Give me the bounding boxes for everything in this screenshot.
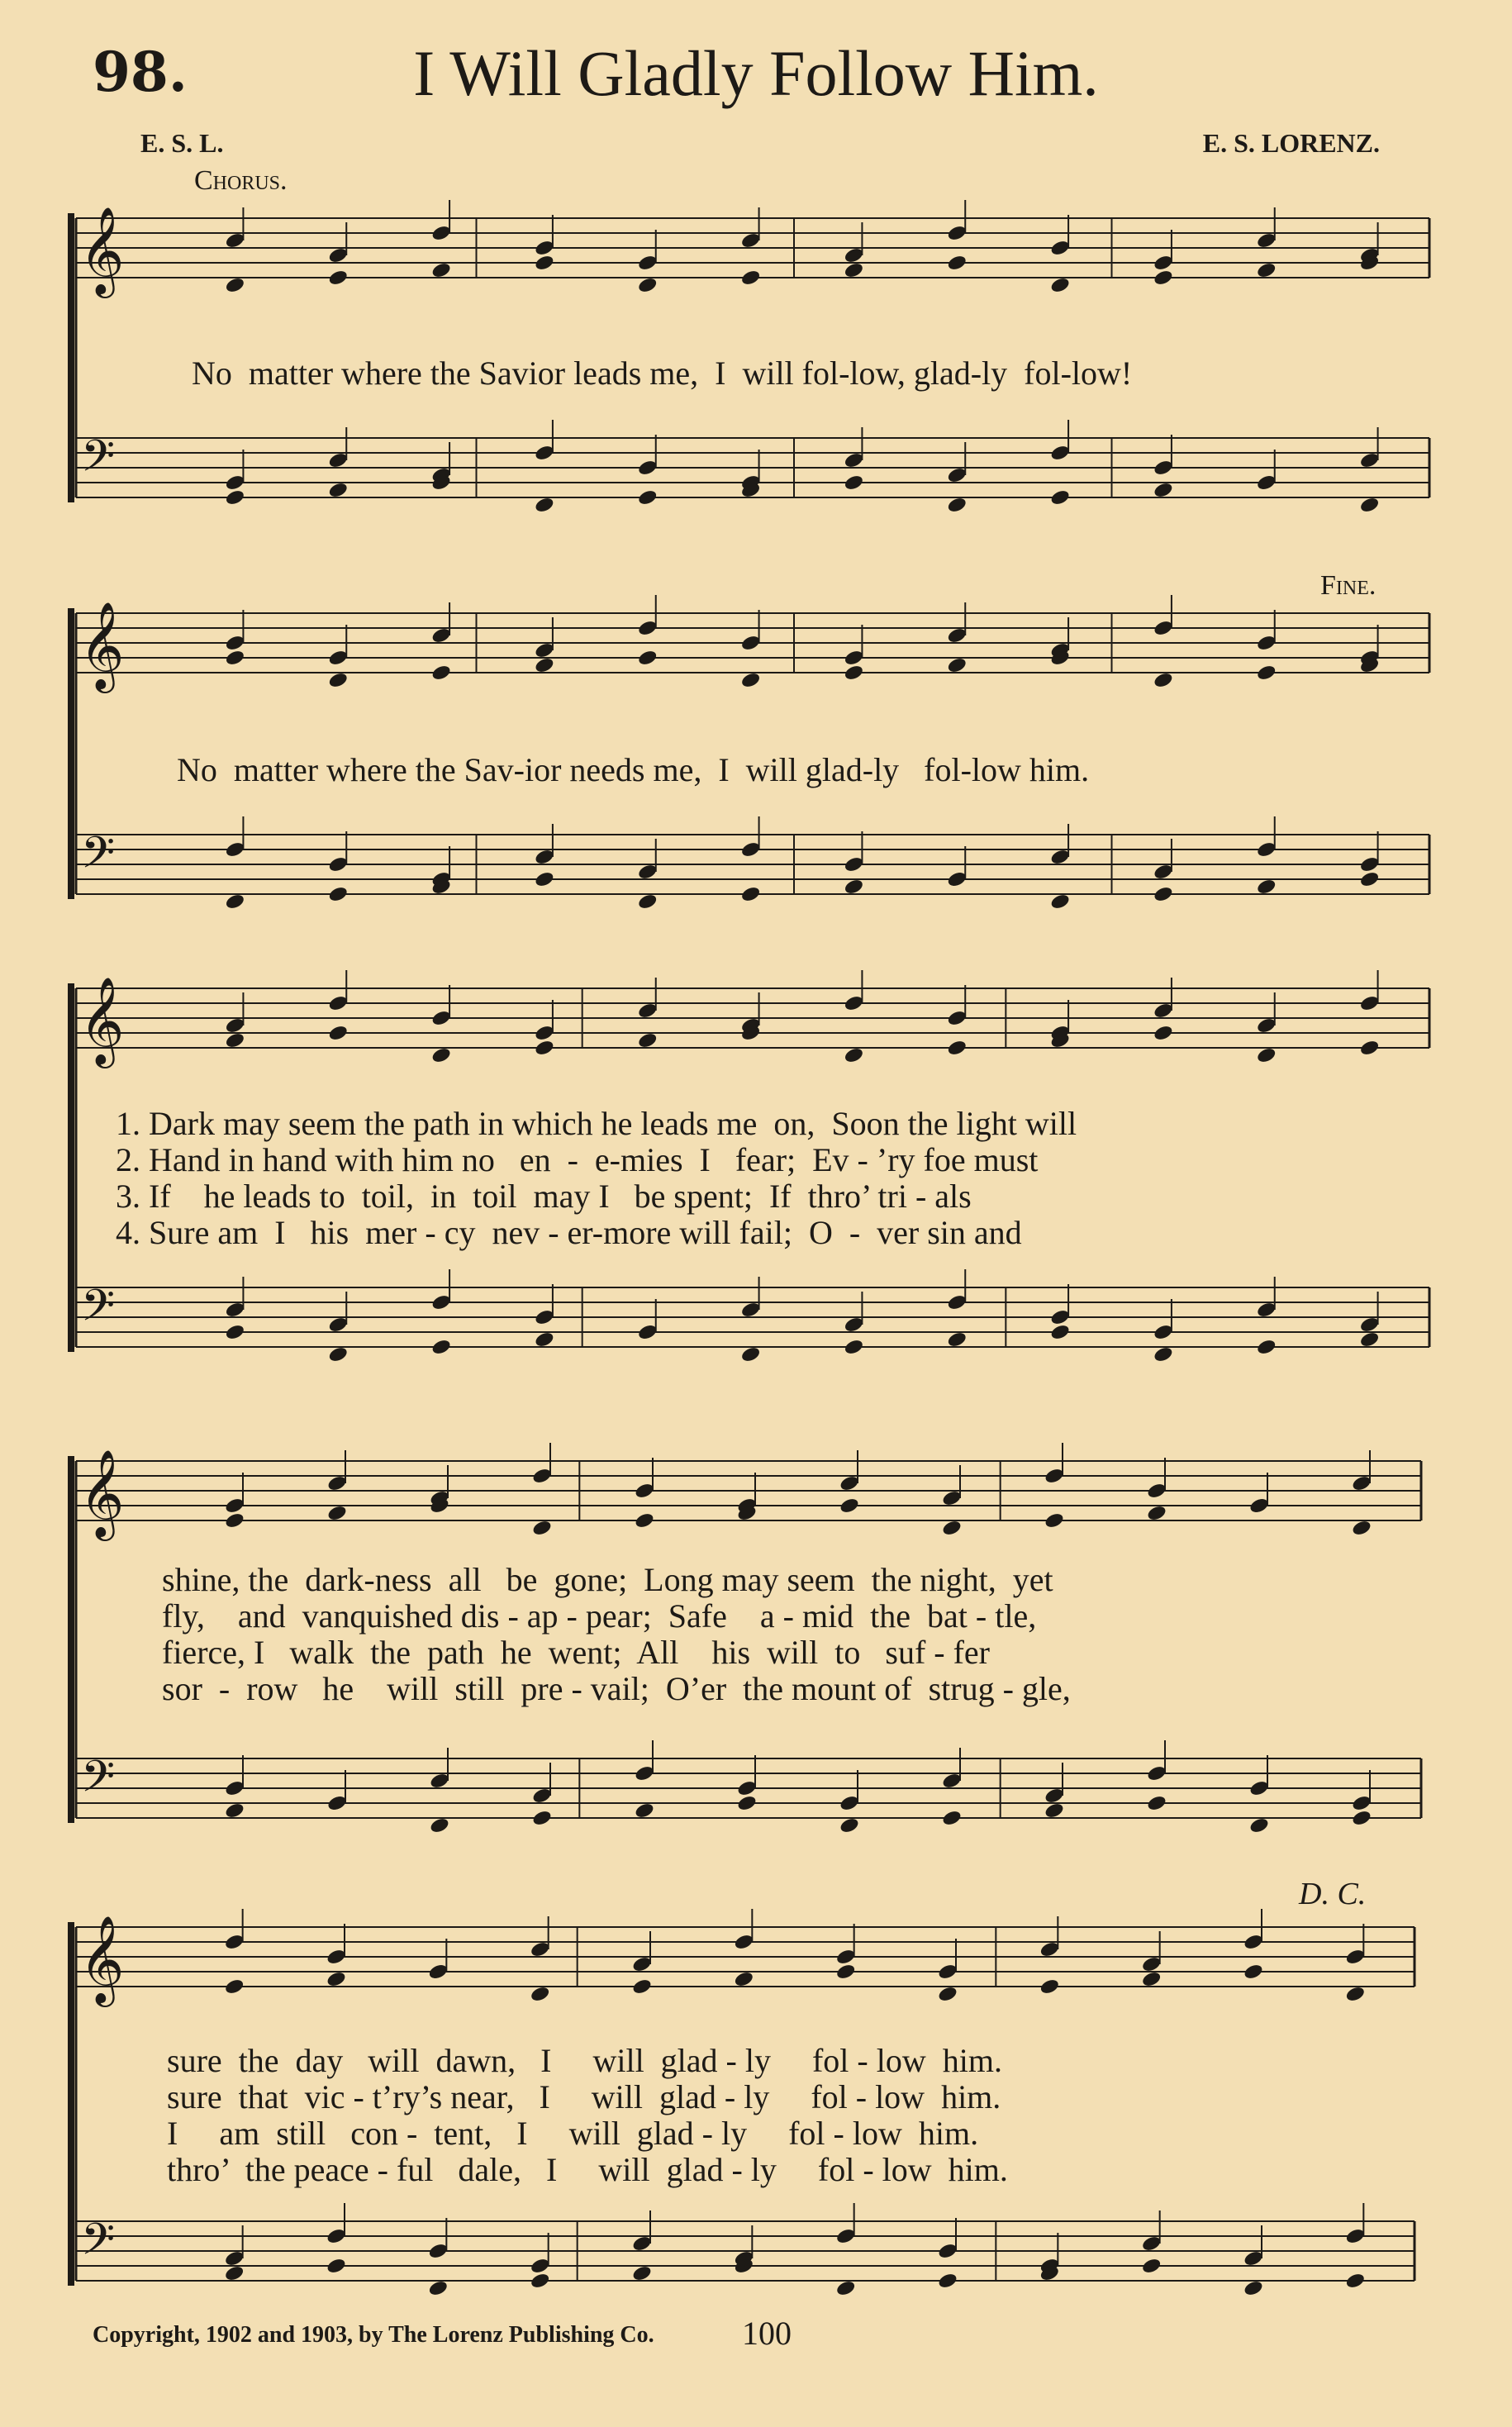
note-head (740, 1345, 762, 1363)
system-brace (68, 608, 74, 899)
note-head (224, 649, 245, 667)
note-head (1049, 1323, 1071, 1341)
treble-clef-icon: 𝄞 (79, 976, 125, 1064)
note-head (634, 1801, 655, 1820)
note-head (1049, 892, 1071, 911)
hymn-number: 98. (93, 40, 188, 104)
verse-lyric-s5-2: sure that vic - t’ry’s near, I will glad - ly fol - low him. (167, 2078, 1001, 2115)
note-head (1039, 1977, 1060, 1996)
treble-clef-icon: 𝄞 (79, 1915, 125, 2003)
verse-lyric-s4-1: shine, the dark-ness all be gone; Long may seem the night, yet (162, 1561, 1053, 1598)
music-composer: E. S. LORENZ. (1202, 128, 1380, 158)
note-head (1153, 885, 1174, 903)
note-head (1359, 496, 1381, 514)
verse-lyric-s3-1: 1. Dark may seem the path in which he leads me on, Soon the light will (116, 1105, 1077, 1142)
note-head (430, 664, 452, 682)
bass-clef-icon: 𝄢 (81, 1752, 116, 1813)
note-head (1153, 481, 1174, 499)
note-head (1153, 269, 1174, 287)
note-head (1359, 1330, 1381, 1349)
note-head (1146, 1794, 1167, 1812)
note-head (740, 885, 762, 903)
note-head (1146, 1504, 1167, 1522)
note-head (531, 1809, 553, 1827)
note-head (835, 2279, 857, 2297)
note-head (224, 1977, 245, 1996)
copyright-notice: Copyright, 1902 and 1903, by The Lorenz Publishing Co. (93, 2322, 654, 2348)
note-head (224, 1031, 245, 1049)
verse-lyric-s3-3: 3. If he leads to toil, in toil may I be spent; If thro’ tri - als (116, 1178, 972, 1215)
note-head (1344, 2272, 1366, 2290)
note-head (327, 671, 349, 689)
note-head (637, 276, 659, 294)
bass-clef-icon: 𝄢 (81, 828, 116, 889)
page-number: 100 (742, 2315, 792, 2352)
bass-clef-icon: 𝄢 (81, 1281, 116, 1342)
note-head (1248, 1816, 1270, 1835)
note-head (1256, 1046, 1277, 1064)
note-head (224, 892, 245, 911)
note-head (937, 2272, 958, 2290)
note-head (1153, 1345, 1174, 1363)
note-head (946, 656, 968, 674)
note-head (534, 254, 555, 272)
note-head (1153, 671, 1174, 689)
system-brace (68, 1456, 74, 1823)
note-head (530, 1985, 551, 2003)
note-head (835, 1963, 857, 1981)
note-head (327, 269, 349, 287)
note-head (1351, 1519, 1372, 1537)
verse-lyric-s4-4: sor - row he will still pre - vail; O’er the mount of strug - gle, (162, 1670, 1071, 1707)
note-head (1359, 1039, 1381, 1057)
note-head (634, 1511, 655, 1530)
note-head (843, 474, 864, 492)
note-head (326, 1970, 347, 1988)
verse-lyric-s5-3: I am still con - tent, I will glad - ly fol - low him. (167, 2115, 979, 2152)
note-head (1359, 870, 1381, 888)
note-head (224, 1801, 245, 1820)
system-brace (68, 213, 74, 502)
hymn-title: I Will Gladly Follow Him. (413, 37, 1099, 109)
note-head (1351, 1809, 1372, 1827)
system-brace (68, 1922, 74, 2286)
verse-lyric-s5-1: sure the day will dawn, I will glad - ly fol - low him. (167, 2042, 1002, 2079)
note-head (937, 1985, 958, 2003)
note-head (843, 878, 864, 896)
fine-label: Fine. (1320, 570, 1376, 601)
note-head (740, 269, 762, 287)
note-head (430, 261, 452, 279)
words-author: E. S. L. (140, 128, 224, 158)
note-head (327, 885, 349, 903)
note-head (1141, 1970, 1163, 1988)
note-head (631, 2264, 653, 2282)
note-head (327, 1024, 349, 1042)
note-head (531, 1519, 553, 1537)
note-head (637, 649, 659, 667)
note-head (1044, 1511, 1065, 1530)
note-head (427, 2279, 449, 2297)
note-head (534, 1330, 555, 1349)
note-head (1141, 2257, 1163, 2275)
note-head (534, 656, 555, 674)
note-head (430, 1338, 452, 1356)
note-head (946, 1039, 968, 1057)
chorus-label: Chorus. (194, 165, 288, 196)
note-head (1049, 488, 1071, 507)
note-head (1344, 1985, 1366, 2003)
note-head (1153, 1024, 1174, 1042)
verse-lyric-s4-3: fierce, I walk the path he went; All his will to suf - fer (162, 1634, 990, 1671)
dc-label: D. C. (1299, 1877, 1367, 1911)
note-head (941, 1809, 963, 1827)
note-head (327, 481, 349, 499)
note-head (224, 488, 245, 507)
note-head (843, 1046, 864, 1064)
note-head (1243, 1963, 1264, 1981)
note-head (326, 1504, 348, 1522)
note-head (637, 892, 659, 911)
note-head (1256, 261, 1277, 279)
note-head (326, 2257, 347, 2275)
note-head (224, 1323, 245, 1341)
note-head (946, 496, 968, 514)
bass-clef-icon: 𝄢 (81, 2215, 116, 2276)
note-head (224, 276, 245, 294)
treble-clef-icon: 𝄞 (79, 1449, 125, 1537)
note-head (736, 1794, 758, 1812)
chorus-lyric-line-1: No matter where the Savior leads me, I will fol-low, glad-ly fol-low! (192, 355, 1133, 392)
note-head (327, 1345, 349, 1363)
note-head (843, 664, 864, 682)
treble-clef-icon: 𝄞 (79, 206, 125, 294)
system-brace (68, 983, 74, 1352)
note-head (740, 671, 762, 689)
note-head (534, 1039, 555, 1057)
note-head (839, 1497, 860, 1515)
note-head (637, 488, 659, 507)
note-head (1044, 1801, 1065, 1820)
verse-lyric-s5-4: thro’ the peace - ful dale, I will glad - ly fol - low him. (167, 2151, 1008, 2188)
note-head (534, 870, 555, 888)
note-head (224, 2264, 245, 2282)
note-head (839, 1816, 860, 1835)
note-head (1256, 1338, 1277, 1356)
note-head (1049, 276, 1071, 294)
note-head (430, 1046, 452, 1064)
chorus-lyric-line-2: No matter where the Sav-ior needs me, I will glad-ly fol-low him. (177, 751, 1090, 788)
note-head (941, 1519, 963, 1537)
verse-lyric-s3-2: 2. Hand in hand with him no en - e-mies I fear; Ev - ’ry foe must (116, 1141, 1039, 1178)
note-head (843, 1338, 864, 1356)
treble-clef-icon: 𝄞 (79, 601, 125, 689)
note-head (843, 261, 864, 279)
note-head (637, 1031, 659, 1049)
note-head (631, 1977, 653, 1996)
bass-clef-icon: 𝄢 (81, 431, 116, 493)
note-head (733, 1970, 754, 1988)
note-head (1243, 2279, 1264, 2297)
verse-lyric-s4-2: fly, and vanquished dis - ap - pear; Safe a - mid the bat - tle, (162, 1597, 1037, 1635)
note-head (1256, 664, 1277, 682)
note-head (429, 1816, 450, 1835)
note-head (534, 496, 555, 514)
note-head (530, 2272, 551, 2290)
note-head (1256, 878, 1277, 896)
note-head (224, 1511, 245, 1530)
note-head (946, 254, 968, 272)
verse-lyric-s3-4: 4. Sure am I his mer - cy nev - er-more will fail; O - ver sin and (116, 1214, 1022, 1251)
note-head (946, 1330, 968, 1349)
